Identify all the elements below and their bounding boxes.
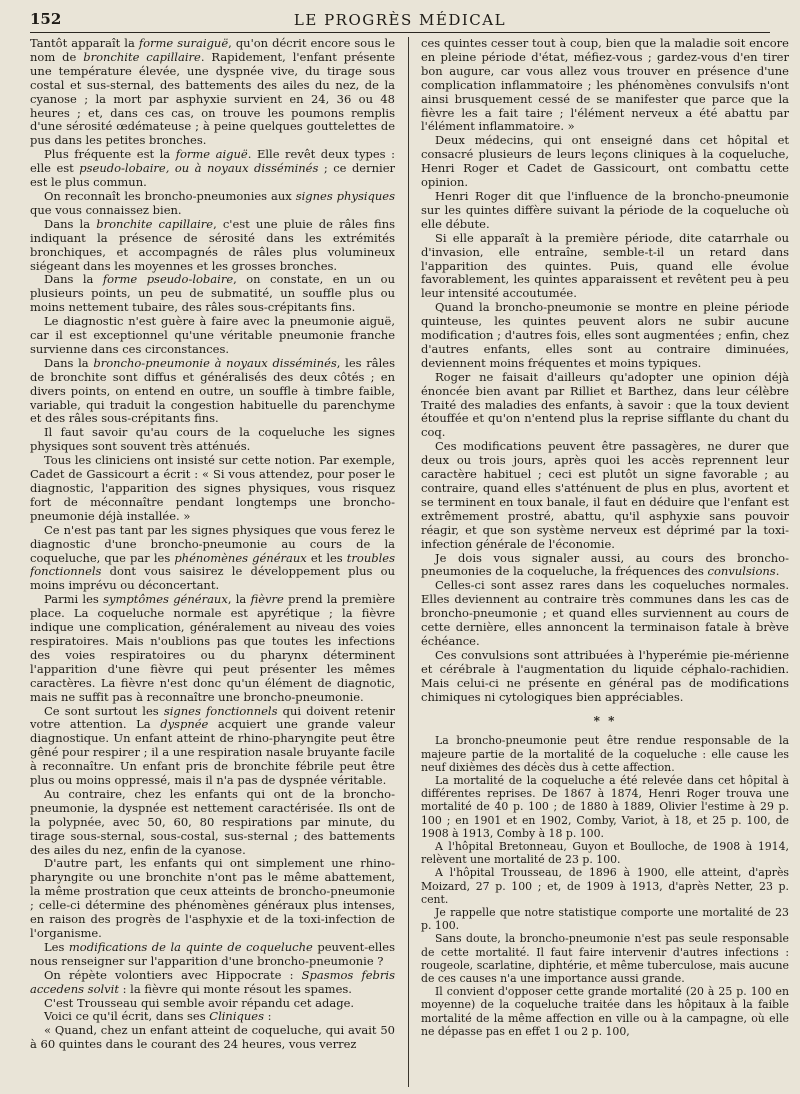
italic-term: phénomènes généraux: [174, 550, 307, 565]
text-run: prend la première place. La coqueluche normale est apyrétique ; la fièvre indique une complication, généralement au niveau des voies respiratoires. Mais n'oublions pas que toutes les infections des voies respiratoires ou du pharynx déterminent l'apparition d'une fièvre qui peut présenter les mêmes caractères. La fièvre n'est donc qu'un élément de diagnotic, mais ne suffit pas à reconnaître une broncho-pneumonie.: [30, 592, 395, 704]
text-run: Dans la: [44, 355, 94, 370]
paragraph: [421, 579, 789, 649]
text-run: , on constate, en un ou plusieurs points, un peu de submatité, un souffle plus ou moins nettement tubaire, des râles sous-crépitants fins.: [30, 272, 395, 315]
paragraph: [30, 218, 395, 274]
text-run: , la: [227, 592, 251, 607]
italic-term: modifications de la quinte de coqueluche: [68, 939, 313, 954]
paragraph: [30, 357, 395, 427]
text-run: Deux médecins, qui ont enseigné dans cet hôpital et consacré plusieurs de leurs leçons cliniques à la coqueluche, Henri Roger et Cadet de Gassicourt, ont combattu cette opinion.: [421, 133, 789, 190]
text-run: Dans la: [44, 272, 103, 287]
paragraph: [30, 1024, 395, 1052]
text-run: Ce n'est pas tant par les signes physiques que vous ferez le diagnostic d'une broncho-pneumonie au cours de la coqueluche, que par les: [30, 522, 395, 565]
text-run: Tantôt apparaît la: [30, 37, 139, 50]
italic-term: forme aiguë: [175, 147, 248, 162]
right-column: [421, 37, 789, 1087]
paragraph: [30, 315, 395, 357]
text-run: Sans doute, la broncho-pneumonie n'est pas seule responsable de cette mortalité. Il faut faire intervenir d'autres infections : rougeole, scarlatine, diphtérie, et même tuberculose, mais aucune de ces causes n'a une importance aussi grande.: [421, 932, 789, 986]
paragraph: [421, 232, 789, 302]
column-divider: [408, 37, 409, 1087]
text-run: Quand la broncho-pneumonie se montre en pleine période quinteuse, les quintes peuvent alors ne subir aucune modification ; d'autres fois, elles sont augmentées ; enfin, chez d'autres enfants, elles sont au contraire diminuées, deviennent moins fréquentes et moins typiques.: [421, 300, 789, 370]
text-run: , c'est une pluie de râles fins indiquant la présence de sérosité dans les extrémités bronchiques, et accompagnés de râles plus volumineux siégeant dans les moyennes et les grosses bronches.: [30, 216, 395, 273]
text-run: C'est Trousseau qui semble avoir répandu cet adage.: [44, 995, 355, 1010]
left-column: [30, 37, 395, 1087]
text-run: Celles-ci sont assez rares dans les coqueluches normales. Elles deviennent au contraire très communes dans les cas de broncho-pneumonie ; et quand elles surviennent au cours de cette dernière, elles annoncent la terminaison fatale à brève échéance.: [421, 578, 789, 648]
text-run: . Rapidement, l'enfant présente une température élevée, une dyspnée vive, du tirage sous costal et sus-sternal, des battements des ailes du nez, de la cyanose ; la mort par asphyxie survient en 24, 36 ou 48 heures ; et, dans ces cas, on trouve les poumons remplis d'une sérosité œdémateuse ; à peine quelques gouttelettes de pus dans les petites bronches.: [30, 49, 395, 148]
text-run: : la fièvre qui monte résout les spames.: [118, 981, 352, 996]
italic-term: forme suraiguë: [138, 37, 229, 50]
text-run: peuvent-elles nous renseigner sur l'apparition d'une broncho-pneumonie ?: [30, 939, 395, 968]
italic-term: bronchite capillaire: [83, 49, 201, 64]
text-run: Voici ce qu'il écrit, dans ses: [44, 1009, 210, 1024]
italic-term: pseudo-lobaire, ou à noyaux disséminés: [79, 161, 319, 176]
text-run: Je dois vous signaler aussi, au cours des broncho-pneumonies de la coqueluche, la fréquences des: [421, 550, 789, 579]
text-run: On reconnaît les broncho-pneumonies aux: [44, 188, 296, 203]
paragraph: [421, 190, 789, 232]
italic-term: dyspnée: [160, 717, 209, 732]
italic-term: Cliniques: [209, 1009, 264, 1024]
page-number: 152: [30, 10, 62, 28]
paragraph: [30, 1010, 395, 1024]
text-run: La mortalité de la coqueluche a été relevée dans cet hôpital à différentes reprises. De 1867 à 1874, Henri Roger trouva une mortalité de 40 p. 100 ; de 1880 à 1889, Olivier l'estime à 29 p. 100 ; en 1901 et en 1902, Comby, Variot, à 18, et 25 p. 100, de 1908 à 1913, Comby à 18 p. 100.: [421, 774, 789, 840]
paragraph: [30, 941, 395, 969]
paragraph: [30, 857, 395, 940]
paragraph: [421, 985, 789, 1038]
text-run: .: [775, 564, 780, 579]
paragraph: [421, 371, 789, 441]
paragraph: [421, 440, 789, 551]
italic-term: bronchite capillaire: [96, 216, 214, 231]
paragraph: [30, 997, 395, 1011]
text-run: Au contraire, chez les enfants qui ont de la broncho-pneumonie, la dyspnée est nettement caractérisée. Ils ont de la polypnée, avec 50, 60, 80 respirations par minute, du tirage sous-sternal, sous-costal, sus-sternal ; des battements des ailes du nez, enfin de la cyanose.: [30, 786, 395, 857]
text-run: Ce sont surtout les: [44, 703, 164, 718]
italic-term: broncho-pneumonie à noyaux disséminés: [93, 355, 337, 370]
text-run: Parmi les: [44, 592, 104, 607]
text-run: Ces convulsions sont attribuées à l'hyperémie pie-mérienne et cérébrale à l'augmentation du liquide céphalo-rachidien. Mais celui-ci ne présente en général pas de modifications chimiques ni cytologiques bien appréciables.: [421, 647, 789, 704]
italic-term: convulsions: [707, 564, 776, 579]
text-run: A l'hôpital Trousseau, de 1896 à 1900, elle atteint, d'après Moizard, 27 p. 100 ; et, de 1909 à 1913, d'après Netter, 23 p. cent.: [421, 866, 789, 906]
paragraph: [421, 552, 789, 580]
paragraph: [30, 426, 395, 454]
section-separator: * *: [593, 713, 617, 728]
text-run: acquiert une grande valeur diagnostique. Un enfant atteint de rhino-pharyngite peut être gêné pour respirer ; il a une respiration nasale bruyante facile à reconnaître. Un enfant pris de bronchite fébrile peut être plus ou moins oppressé, mais il n'a pas de dyspnée véritable.: [30, 717, 395, 788]
paragraph: [30, 190, 395, 218]
italic-term: symptômes généraux: [103, 592, 228, 607]
text-run: qui doivent retenir votre attention. La: [30, 703, 395, 732]
text-run: et les: [306, 550, 347, 565]
text-run: Si elle apparaît à la première période, dite catarrhale ou d'invasion, elle entraîne, semble-t-il un retard dans l'apparition des quintes. Puis, quand elle évolue favorablement, les quintes apparaissent et revêtent peu à peu leur intensité accoutumée.: [421, 230, 789, 301]
text-run: Henri Roger dit que l'influence de la broncho-pneumonie sur les quintes diffère suivant la période de la coqueluche où elle débute.: [421, 188, 789, 231]
paragraph: [30, 273, 395, 315]
paragraph: [30, 37, 395, 148]
text-run: , qu'on décrit encore sous le nom de: [30, 37, 395, 64]
text-run: :: [264, 1009, 272, 1024]
running-header: [30, 10, 770, 33]
paragraph: [421, 301, 789, 371]
paragraph: [30, 788, 395, 858]
italic-term: forme pseudo-lobaire: [102, 272, 234, 287]
paragraph: [421, 906, 789, 932]
text-run: Tous les cliniciens ont insisté sur cette notion. Par exemple, Cadet de Gassicourt a écrit : « Si vous attendez, pour poser le diagnostic, l'apparition des signes physiques, vous risquez fort de méconnaître pendant longtemps une broncho-pneumonie déjà installée. »: [30, 453, 395, 523]
paragraph: [30, 705, 395, 788]
paragraph: [421, 734, 789, 774]
paragraph: [421, 840, 789, 866]
text-run: Roger ne faisait d'ailleurs qu'adopter une opinion déjà énoncée bien avant par Rilliet et Barthez, dans leur célèbre Traité des maladies des enfants, à savoir : que la toux devient étouffée et qu'on n'entend plus la reprise sifflante du chant du coq.: [421, 369, 789, 440]
text-run: ces quintes cesser tout à coup, bien que la maladie soit encore en pleine période d'état, méfiez-vous ; gardez-vous d'en tirer bon augure, car vous allez vous trouver en présence d'une complication inflammatoire ; les phénomènes convulsifs n'ont ainsi brusquement cessé de se manifester que parce que la fièvre les a fait taire ; l'élément nerveux a été abattu par l'élément inflammatoire. »: [421, 37, 789, 134]
paragraph: [30, 454, 395, 524]
text-run: dont vous saisirez le développement plus ou moins imprévu ou déconcertant.: [30, 564, 395, 593]
italic-term: Spasmos febris accedens solvit: [30, 967, 395, 996]
paragraph: [30, 524, 395, 594]
text-run: , les râles de bronchite sont diffus et généralisés des deux côtés ; en divers points, on entend en outre, un souffle à timbre faible, variable, qui traduit la congestion habituelle du parenchyme et des râles sous-crépitants fins.: [30, 355, 395, 426]
text-run: Je rappelle que notre statistique comporte une mortalité de 23 p. 100.: [421, 906, 789, 933]
italic-term: signes fonctionnels: [163, 703, 278, 718]
paragraph: [30, 593, 395, 704]
text-run: Il convient d'opposer cette grande mortalité (20 à 25 p. 100 en moyenne) de la coqueluche traitée dans les hôpitaux à la faible mortalité de la même affection en ville ou à la campagne, où elle ne dépasse pas en effet 1 ou 2 p. 100,: [421, 985, 789, 1038]
text-run: « Quand, chez un enfant atteint de coqueluche, qui avait 50 à 60 quintes dans le courant des 24 heures, vous verrez: [30, 1023, 395, 1052]
paragraph: [421, 134, 789, 190]
text-run: que vous connaissez bien.: [30, 202, 182, 217]
journal-title: LE PROGRÈS MÉDICAL: [293, 11, 507, 29]
text-run: ; ce dernier est le plus commun.: [30, 161, 395, 190]
text-run: Les: [44, 939, 69, 954]
text-run: On répète volontiers avec Hippocrate :: [44, 967, 302, 982]
paragraph: [421, 649, 789, 705]
text-run: . Elle revêt deux types : elle est: [30, 147, 395, 176]
text-run: Dans la: [44, 216, 97, 231]
italic-term: signes physiques: [295, 188, 395, 203]
text-run: Il faut savoir qu'au cours de la coqueluche les signes physiques sont souvent très atténués.: [30, 425, 395, 454]
text-run: La broncho-pneumonie peut être rendue responsable de la majeure partie de la mortalité de la coqueluche : elle cause les neuf dixièmes des décès dus à cette affection.: [421, 734, 789, 774]
italic-term: troubles fonctionnels: [30, 550, 395, 579]
paragraph: [421, 932, 789, 985]
text-run: D'autre part, les enfants qui ont simplement une rhino-pharyngite ou une bronchite n'ont pas le même abattement, la même prostration que ceux atteints de broncho-pneumonie ; celle-ci détermine des phénomènes généraux plus intenses, en raison des progrès de l'asphyxie et de la toxi-infection de l'organisme.: [30, 856, 395, 940]
text-run: Ces modifications peuvent être passagères, ne durer que deux ou trois jours, après quoi les accès reprennent leur caractère habituel ; ceci est plutôt un signe favorable ; au contraire, quand elles s'atténuent de plus en plus, avortent et se terminent en toux banale, il faut en déduire que l'enfant est extrêmement prostré, abattu, qu'il asphyxie sans pouvoir réagir, et que son système nerveux est déprimé par la toxi-infection générale de l'économie.: [421, 439, 789, 551]
paragraph: [421, 866, 789, 906]
italic-term: fièvre: [250, 592, 284, 607]
paragraph: [421, 37, 789, 134]
paragraph: [30, 148, 395, 190]
paragraph: [30, 969, 395, 997]
paragraph: [421, 774, 789, 840]
text-run: A l'hôpital Bretonneau, Guyon et Boulloche, de 1908 à 1914, relèvent une mortalité de 23 p. 100.: [421, 840, 789, 867]
text-run: Le diagnostic n'est guère à faire avec la pneumonie aiguë, car il est exceptionnel qu'une véritable pneumonie franche survienne dans ces circonstances.: [30, 314, 395, 356]
text-run: Plus fréquente est la: [44, 147, 176, 162]
